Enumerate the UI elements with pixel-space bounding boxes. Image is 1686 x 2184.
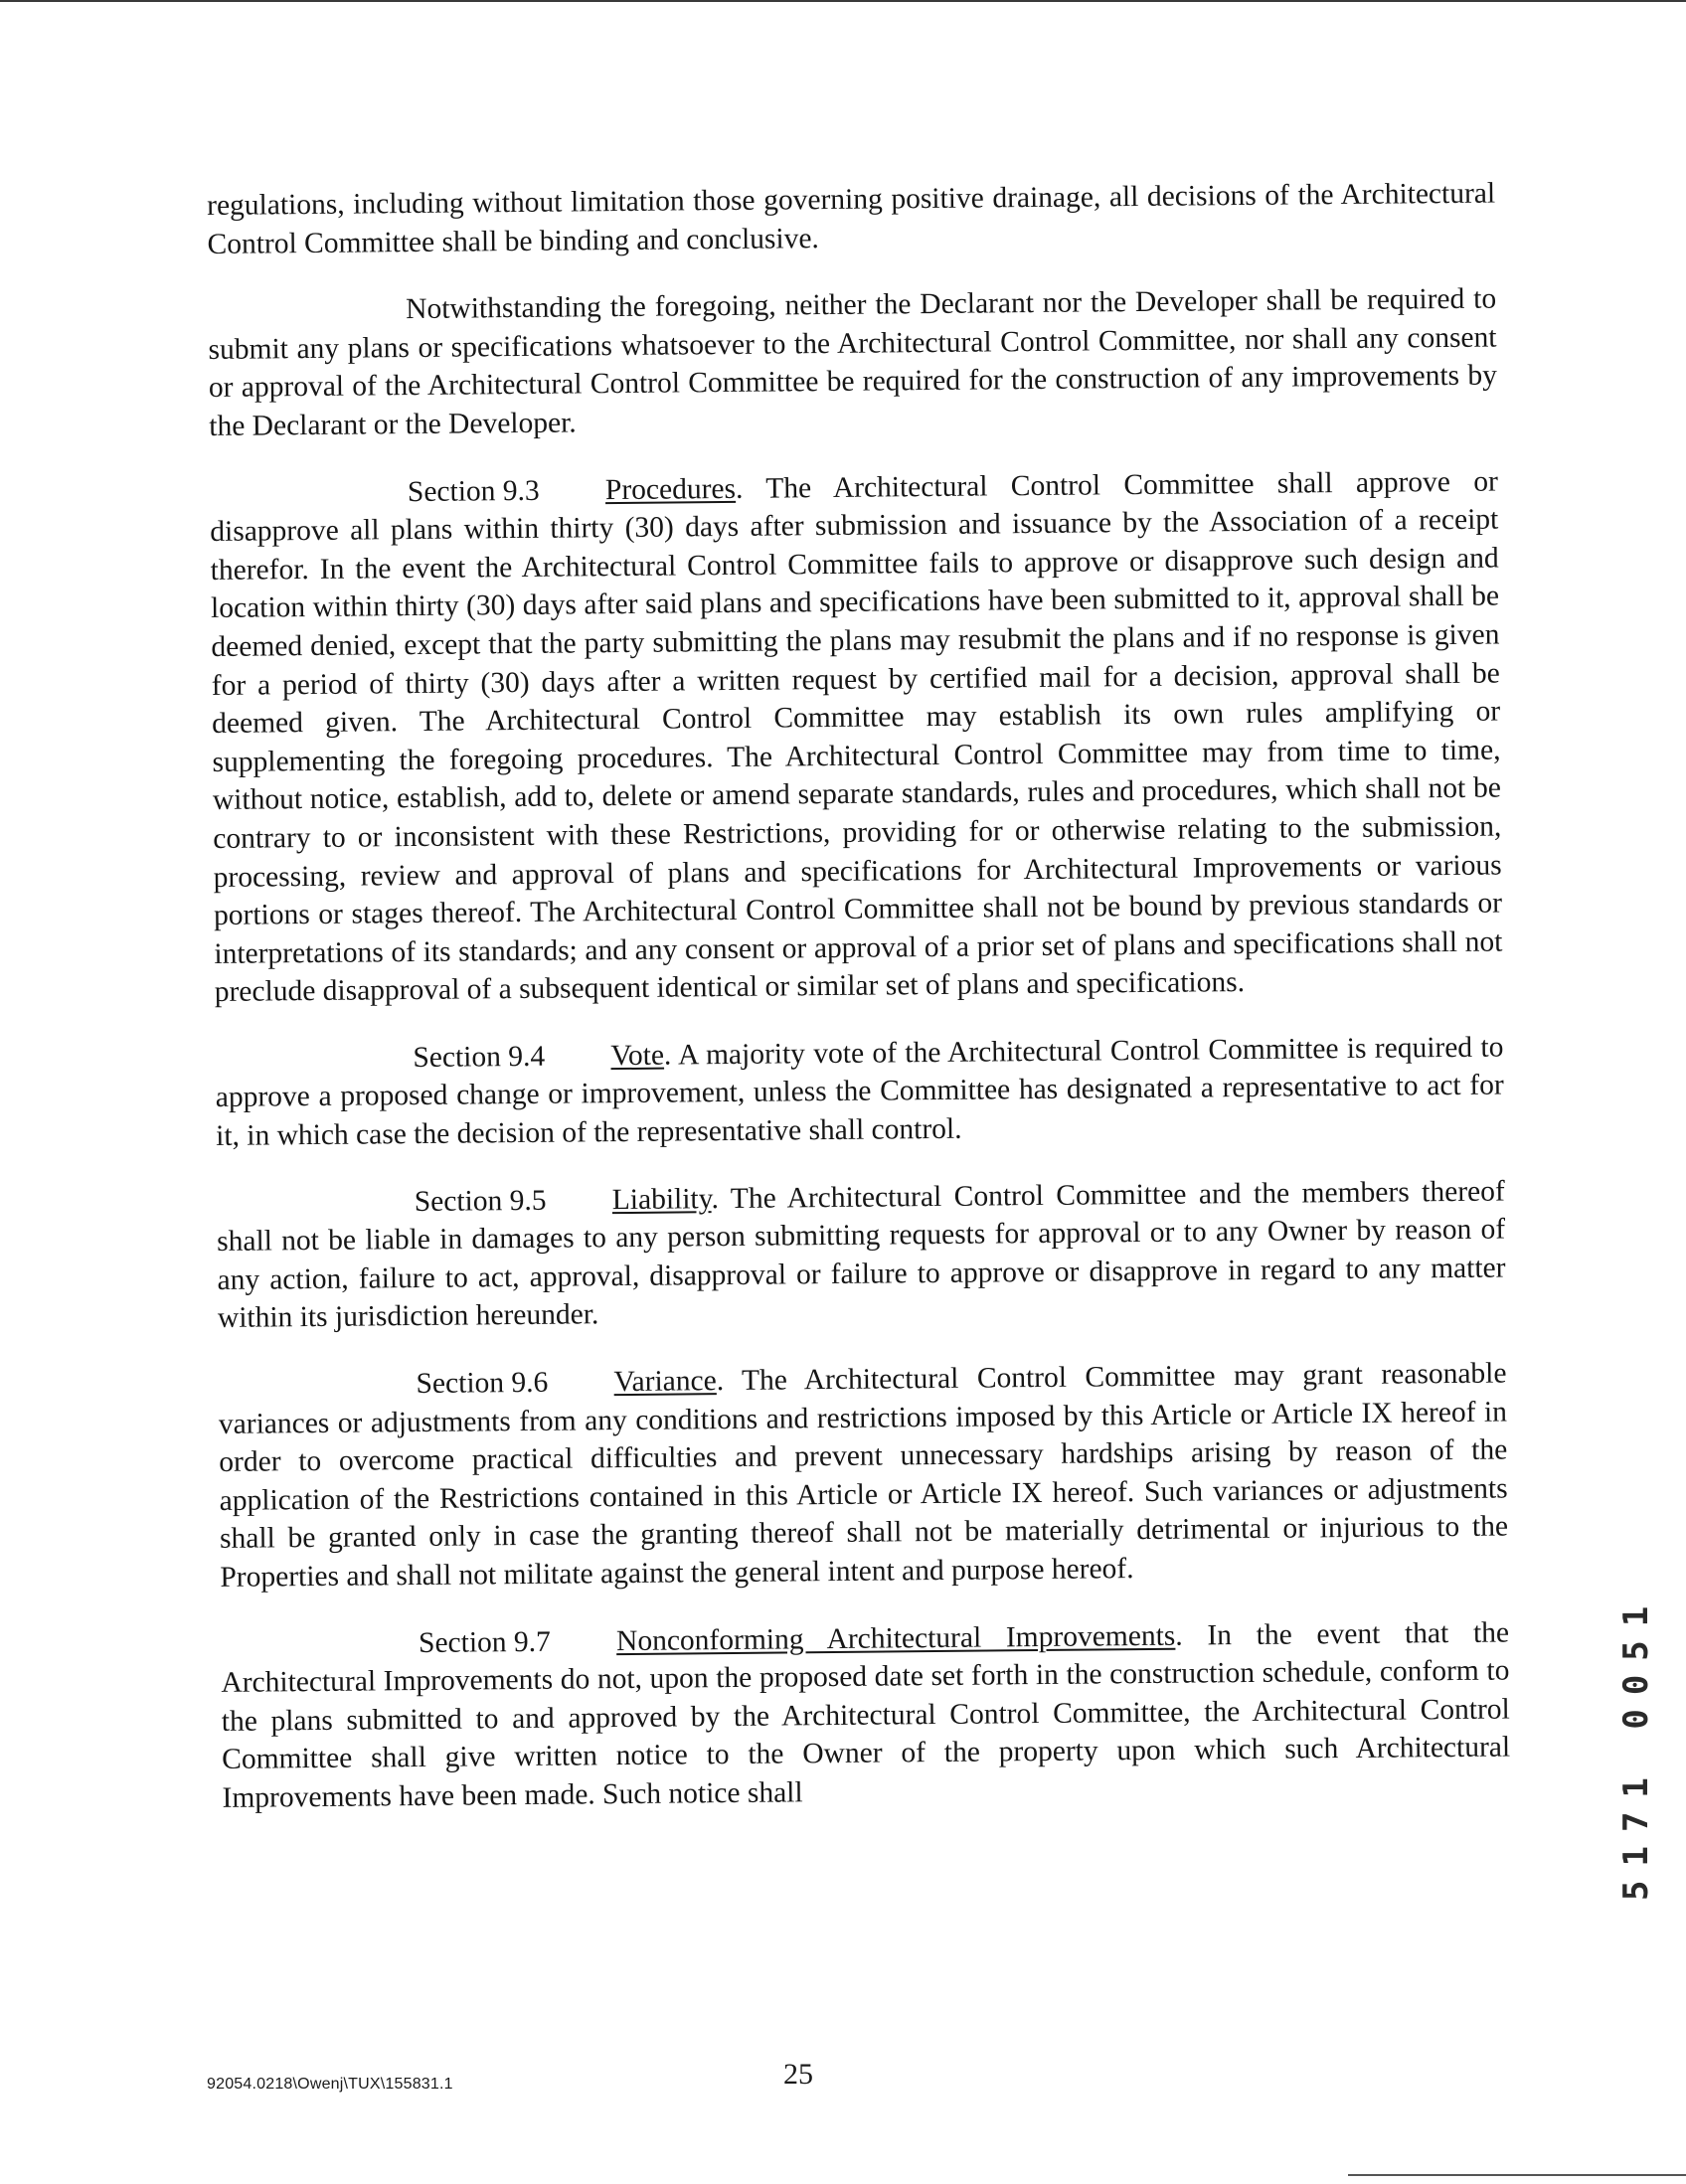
section-number: Section 9.4 xyxy=(413,1040,546,1074)
paragraph-text: regulations, including without limitation those governing positive drainage, all decisions of the Architectural Control Committee shall be binding and conclusive. xyxy=(207,177,1496,260)
section-number: Section 9.6 xyxy=(416,1366,549,1401)
section-number: Section 9.5 xyxy=(414,1184,547,1218)
section-9-5 xyxy=(217,1172,1506,1338)
scan-bottom-edge xyxy=(1348,2174,1686,2176)
section-text: . The Architectural Control Committee may grant reasonable variances or adjustments from any conditions and restrictions imposed by this Article or Article IX hereof in order to overcome practical difficulties and prevent unnecessary hardships arising by reason of the application of the Restrictions contained in this Article or Article IX hereof. Such variances or adjustments shall be granted only in case the granting thereof shall not be materially detrimental or injurious to the Properties and shall not militate against the general intent and purpose hereof. xyxy=(218,1357,1509,1594)
section-number: Section 9.7 xyxy=(418,1625,551,1659)
section-heading: Procedures xyxy=(604,472,737,506)
section-heading: Liability xyxy=(611,1182,712,1216)
paragraph-continuation xyxy=(207,175,1496,264)
section-text: . A majority vote of the Architectural Control Committee is required to approve a proposed change or improvement, unless the Committee has designated a representative to act for it, in which case the decision of the representative shall control. xyxy=(215,1031,1504,1153)
section-9-6 xyxy=(218,1355,1508,1597)
section-text: . In the event that the Architectural Improvements do not, upon the proposed date set forth in the construction schedule, conform to the plans submitted to and approved by the Architectural Control Committee, the Architectural Control Committee shall give written notice to the Owner of the property upon which such Architectural Improvements have been made. Such notice shall xyxy=(221,1616,1511,1814)
side-stamp xyxy=(1616,1533,1686,1901)
section-number: Section 9.3 xyxy=(407,474,540,508)
section-heading: Vote xyxy=(610,1039,665,1073)
side-stamp-number: 5171 0051 xyxy=(1616,1592,1656,1901)
section-heading: Nonconforming Architectural Improvements xyxy=(615,1619,1176,1657)
section-9-4 xyxy=(215,1028,1504,1155)
scan-top-edge xyxy=(0,0,1686,2)
section-9-7 xyxy=(221,1613,1511,1817)
section-text: . The Architectural Control Committee shall approve or disapprove all plans within thirty (30) days after submission and issuance by the Association of a receipt therefor. In the event the Architectural Control Committee fails to approve or disapprove such design and location within thirty (30) days after said plans and specifications have been submitted to it, approval shall be deemed denied, except that the party submitting the plans may resubmit the plans and if no response is given for a period of thirty (30) days after a written request by certified mail for a decision, approval shall be deemed given. The Architectural Control Committee may establish its own rules amplifying or supplementing the foregoing procedures. The Architectural Control Committee may from time to time, without notice, establish, add to, delete or amend separate standards, rules and procedures, which shall not be contrary to or inconsistent with these Restrictions, providing for or otherwise relating to the submission, processing, review and approval of plans and specifications for Architectural Improvements or various portions or stages thereof. The Architectural Control Committee shall not be bound by previous standards or interpretations of its standards; and any consent or approval of a prior set of plans and specifications shall not preclude disapproval of a subsequent identical or similar set of plans and specifications. xyxy=(210,465,1503,1009)
document-body xyxy=(207,175,1511,1847)
section-text: . The Architectural Control Committee and the members thereof shall not be liable in damages to any person submitting requests for approval or to any Owner by reason of any action, failure to act, approval, disapproval or failure to approve or disapprove in regard to any matter within its jurisdiction hereunder. xyxy=(217,1175,1506,1335)
page-number: 25 xyxy=(783,2058,813,2091)
paragraph-notwithstanding xyxy=(208,280,1497,446)
section-9-3 xyxy=(210,462,1503,1012)
section-heading: Variance xyxy=(613,1365,717,1399)
footer-document-code: 92054.0218\Owenj\TUX\155831.1 xyxy=(207,2076,453,2093)
paragraph-text: Notwithstanding the foregoing, neither the Declarant nor the Developer shall be required to submit any plans or specifications whatsoever to the Architectural Control Committee, nor shall any consent or approval of the Architectural Control Committee be required for the construction of any improvements by the Declarant or the Developer. xyxy=(208,282,1498,442)
